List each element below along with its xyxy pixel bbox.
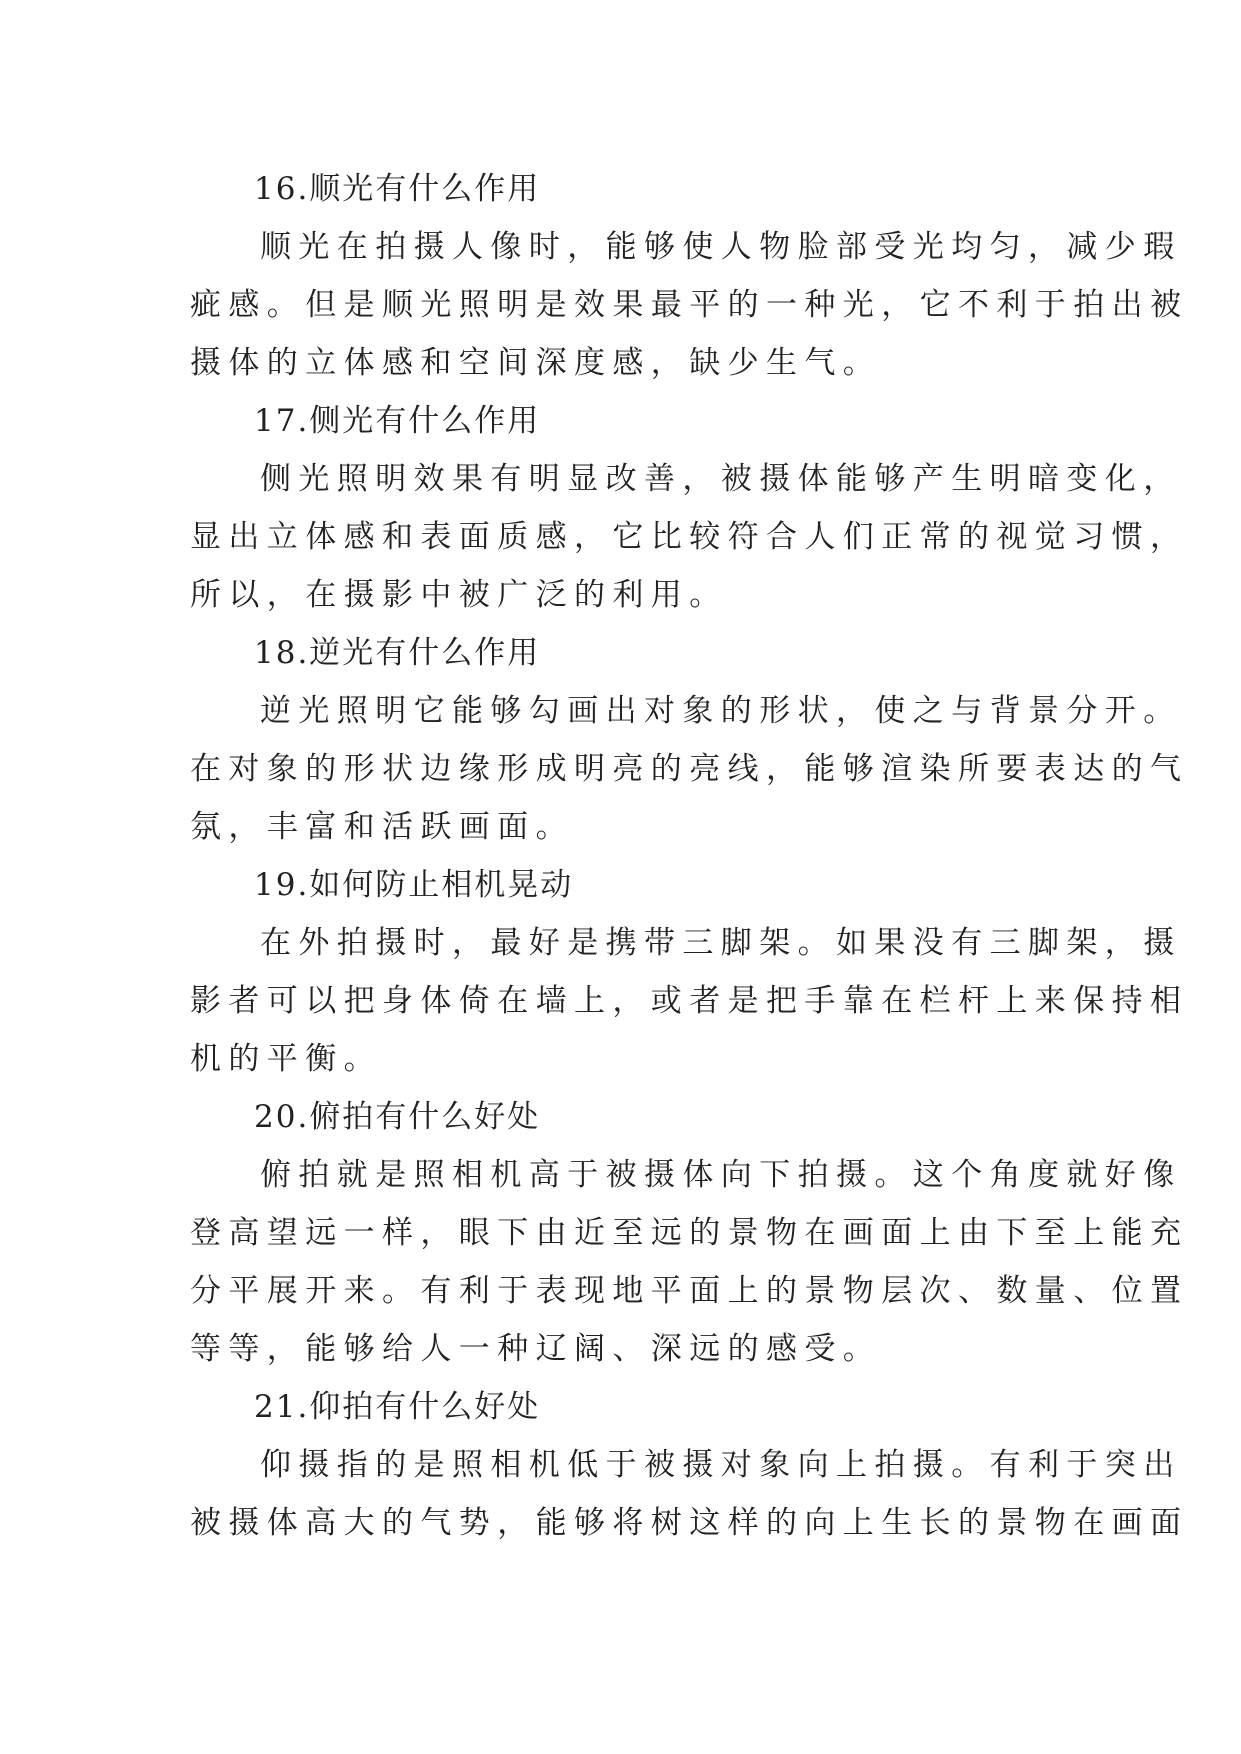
paragraph-line: 氛，丰富和活跃画面。	[190, 809, 574, 845]
section-heading: 19.如何防止相机晃动	[254, 867, 574, 903]
paragraph-line: 仰摄指的是照相机低于被摄对象向上拍摄。有利于突出	[260, 1447, 1182, 1483]
section-19	[190, 856, 1189, 1088]
section-heading: 16.顺光有什么作用	[254, 171, 541, 207]
section-heading: 17.侧光有什么作用	[254, 403, 541, 439]
paragraph-line: 逆光照明它能够勾画出对象的形状，使之与背景分开。	[260, 693, 1182, 729]
paragraph-line: 被摄体高大的气势，能够将树这样的向上生长的景物在画面	[190, 1505, 1189, 1541]
section-heading: 20.俯拍有什么好处	[254, 1099, 541, 1135]
paragraph-line: 摄体的立体感和空间深度感，缺少生气。	[190, 345, 882, 381]
paragraph-line: 顺光在拍摄人像时，能够使人物脸部受光均匀，减少瑕	[260, 229, 1182, 265]
paragraph-line: 影者可以把身体倚在墙上，或者是把手靠在栏杆上来保持相	[190, 983, 1189, 1019]
document-page	[190, 160, 1189, 1552]
paragraph-line: 所以，在摄影中被广泛的利用。	[190, 577, 728, 613]
paragraph-line: 俯拍就是照相机高于被摄体向下拍摄。这个角度就好像	[260, 1157, 1182, 1193]
section-17	[190, 392, 1189, 624]
section-18	[190, 624, 1189, 856]
paragraph-line: 分平展开来。有利于表现地平面上的景物层次、数量、位置	[190, 1273, 1189, 1309]
paragraph-line: 在对象的形状边缘形成明亮的亮线，能够渲染所要表达的气	[190, 751, 1189, 787]
section-16	[190, 160, 1189, 392]
section-heading: 21.仰拍有什么好处	[254, 1389, 541, 1425]
section-heading: 18.逆光有什么作用	[254, 635, 541, 671]
paragraph-line: 显出立体感和表面质感，它比较符合人们正常的视觉习惯，	[190, 519, 1189, 555]
paragraph-line: 机的平衡。	[190, 1041, 382, 1077]
paragraph-line: 疵感。但是顺光照明是效果最平的一种光，它不利于拍出被	[190, 287, 1189, 323]
paragraph-line: 等等，能够给人一种辽阔、深远的感受。	[190, 1331, 882, 1367]
section-21	[190, 1378, 1189, 1552]
paragraph-line: 侧光照明效果有明显改善，被摄体能够产生明暗变化，	[260, 461, 1182, 497]
section-20	[190, 1088, 1189, 1378]
paragraph-line: 在外拍摄时，最好是携带三脚架。如果没有三脚架，摄	[260, 925, 1182, 961]
paragraph-line: 登高望远一样，眼下由近至远的景物在画面上由下至上能充	[190, 1215, 1189, 1251]
